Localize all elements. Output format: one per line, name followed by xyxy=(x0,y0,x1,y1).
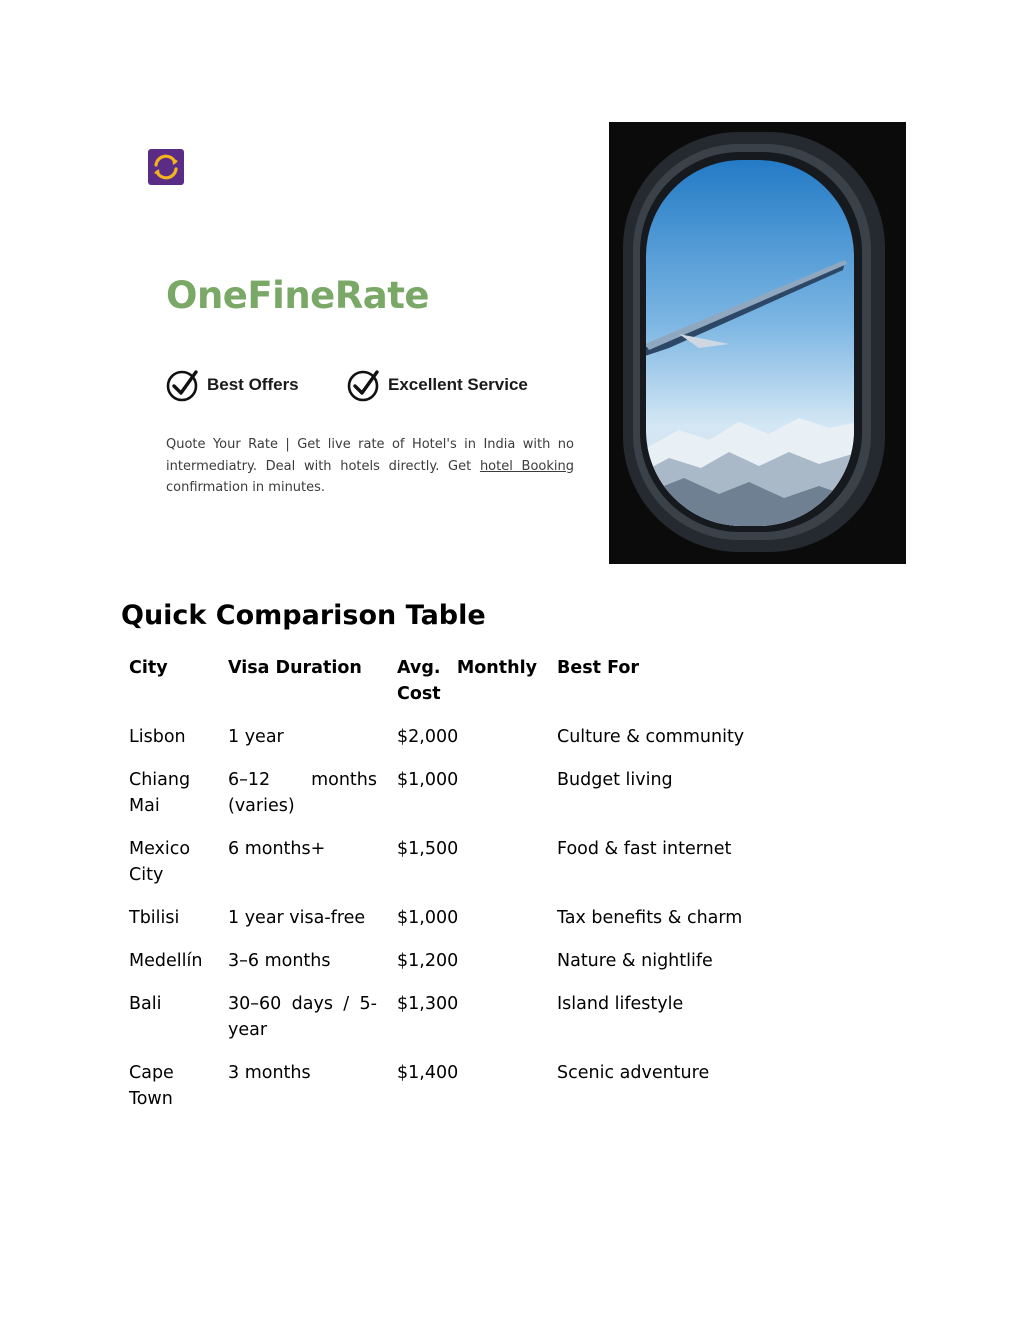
table-row xyxy=(119,1051,805,1120)
header-visa-duration: Visa Duration xyxy=(228,658,362,678)
cell-best-for: Island lifestyle xyxy=(557,994,684,1014)
cell-visa-duration: 3–6 months xyxy=(228,951,331,971)
cell-avg-monthly-cost: $2,000 xyxy=(397,727,459,747)
airplane-window-photo xyxy=(609,122,906,564)
cell-best-for: Food & fast internet xyxy=(557,839,732,859)
check-circle-icon xyxy=(347,368,381,402)
badge-excellent-service xyxy=(347,368,528,402)
cell-best-for: Scenic adventure xyxy=(557,1063,710,1083)
cell-city: Medellín xyxy=(129,951,203,971)
cell-visa-duration: 6–12 months (varies) xyxy=(228,770,377,816)
badge-label: Best Offers xyxy=(207,375,299,394)
circular-arrows-icon xyxy=(148,149,184,185)
cell-avg-monthly-cost: $1,000 xyxy=(397,908,459,928)
brand-name: OneFineRate xyxy=(166,274,430,317)
cell-city: Mexico City xyxy=(129,839,191,885)
cell-best-for: Budget living xyxy=(557,770,673,790)
cell-best-for: Tax benefits & charm xyxy=(557,908,743,928)
badge-best-offers xyxy=(166,368,299,402)
cell-city: Chiang Mai xyxy=(129,770,191,816)
badge-label: Excellent Service xyxy=(388,375,528,394)
table-row xyxy=(119,715,805,758)
table-header-row xyxy=(119,646,805,715)
cell-city: Tbilisi xyxy=(129,908,180,928)
onefinerate-banner xyxy=(140,122,906,564)
header-city: City xyxy=(129,658,168,678)
cell-visa-duration: 1 year xyxy=(228,727,284,747)
cell-best-for: Nature & nightlife xyxy=(557,951,713,971)
hotel-booking-link[interactable]: hotel Booking xyxy=(479,458,574,474)
cell-city: Bali xyxy=(129,994,162,1014)
header-avg-monthly-cost: Avg. Monthly Cost xyxy=(397,658,537,704)
cell-visa-duration: 3 months xyxy=(228,1063,311,1083)
tagline-text: Quote Your Rate | Get live rate of Hotel's in India with no intermediatry. Deal with hotels directly. Get xyxy=(166,437,574,474)
cell-avg-monthly-cost: $1,500 xyxy=(397,839,459,859)
cell-visa-duration: 6 months+ xyxy=(228,839,326,859)
check-circle-icon xyxy=(166,368,200,402)
tagline xyxy=(166,434,574,499)
section-title: Quick Comparison Table xyxy=(121,600,486,631)
table-row xyxy=(119,827,805,896)
table-row xyxy=(119,758,805,827)
cell-best-for: Culture & community xyxy=(557,727,745,747)
cell-avg-monthly-cost: $1,400 xyxy=(397,1063,459,1083)
header-best-for: Best For xyxy=(557,658,639,678)
cell-visa-duration: 1 year visa-free xyxy=(228,908,366,928)
table-row xyxy=(119,896,805,939)
tagline-text-end: confirmation in minutes. xyxy=(166,480,326,495)
cell-avg-monthly-cost: $1,300 xyxy=(397,994,459,1014)
cell-city: Cape Town xyxy=(129,1063,174,1109)
cell-avg-monthly-cost: $1,200 xyxy=(397,951,459,971)
cell-avg-monthly-cost: $1,000 xyxy=(397,770,459,790)
table-row xyxy=(119,939,805,982)
cell-city: Lisbon xyxy=(129,727,186,747)
comparison-table xyxy=(119,646,805,1120)
cell-visa-duration: 30–60 days / 5-year xyxy=(228,994,377,1040)
table-row xyxy=(119,982,805,1051)
